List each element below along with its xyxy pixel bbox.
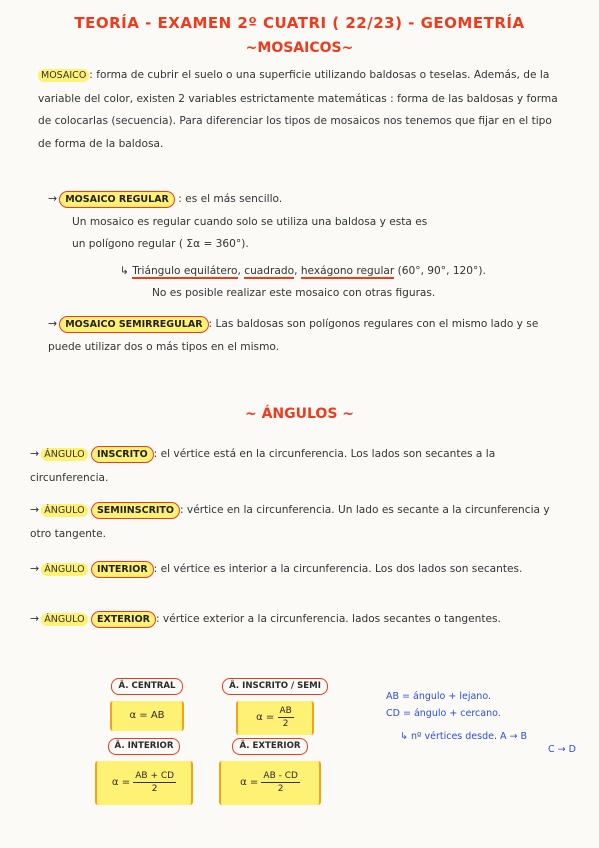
note-line-3: ↳ nº vértices desde. A → B xyxy=(400,731,528,742)
note-line-1: AB = ángulo + lejano. xyxy=(386,691,491,702)
inscrito-term: INSCRITO xyxy=(91,446,154,463)
mosaico-definition xyxy=(38,64,568,155)
regular-term: MOSAICO REGULAR xyxy=(59,191,175,208)
mosaico-term: MOSAICO xyxy=(38,69,89,82)
regular-after: : es el más sencillo. xyxy=(178,193,283,205)
regular-block xyxy=(48,188,568,305)
semiinscrito-text: : vértice en la circunferencia. Un lado es secante a la circunferencia y otro tangente. xyxy=(30,504,550,540)
formula-interior-num: AB + CD xyxy=(135,770,175,781)
shapes-line: ↳ Triángulo equilátero, cuadrado, hexágono regular (60°, 90°, 120°). xyxy=(120,264,486,277)
formula-interior-den: 2 xyxy=(151,783,158,794)
interior-term: INTERIOR xyxy=(91,561,154,578)
shapes-angles: (60°, 90°, 120°). xyxy=(397,264,486,277)
semiinscrito-term: SEMIINSCRITO xyxy=(91,502,180,519)
shapes-note: No es posible realizar este mosaico con otras figuras. xyxy=(152,287,436,299)
shape-square: cuadrado xyxy=(244,264,295,277)
semirregular-block xyxy=(48,313,558,358)
semirregular-term: MOSAICO SEMIRREGULAR xyxy=(59,316,208,333)
formula-inscrito-num: AB xyxy=(279,705,292,716)
interior-text: : el vértice es interior a la circunferencia. Los dos lados son secantes. xyxy=(153,563,523,575)
angle-semiinscrito xyxy=(30,499,570,545)
formula-central-box: α = AB xyxy=(110,701,184,731)
formula-inscrito-lhs: α = xyxy=(256,712,275,723)
formula-inscrito-fraction xyxy=(278,705,294,730)
section-title-mosaicos: ~MOSAICOS~ xyxy=(245,40,354,56)
formula-central-title: Â. CENTRAL xyxy=(111,678,182,695)
formula-central xyxy=(104,673,190,731)
arrow-icon: → xyxy=(48,317,58,330)
formula-exterior-den: 2 xyxy=(277,783,284,794)
regular-line-2: Un mosaico es regular cuando solo se utiliza una baldosa y esta es xyxy=(72,215,428,228)
arrow-icon: → xyxy=(30,612,40,625)
formula-exterior-lhs: α = xyxy=(240,777,259,788)
formula-exterior xyxy=(216,733,324,805)
note-line-4: C → D xyxy=(548,744,576,755)
formula-interior xyxy=(92,733,196,805)
angle-exterior xyxy=(30,608,570,632)
page-title: TEORÍA - EXAMEN 2º CUATRI ( 22/23) - GEOMETRÍA xyxy=(74,14,525,32)
formula-interior-fraction xyxy=(133,770,176,795)
formula-inscrito-den: 2 xyxy=(282,718,289,729)
arrow-icon: → xyxy=(30,447,40,460)
formula-exterior-title: Â. EXTERIOR xyxy=(232,738,307,755)
semirregular-text: : Las baldosas son polígonos regulares con el mismo lado y se puede utilizar dos o más tipos en el mismo. xyxy=(48,318,539,353)
angle-word: ÁNGULO xyxy=(41,504,87,517)
shape-triangle: Triángulo equilátero xyxy=(132,264,238,277)
formula-interior-lhs: α = xyxy=(111,777,131,788)
return-arrow-icon: ↳ xyxy=(120,264,133,277)
angle-word: ÁNGULO xyxy=(41,613,87,626)
formula-exterior-fraction xyxy=(261,770,300,795)
mosaico-text: : forma de cubrir el suelo o una superficie utilizando baldosas o teselas. Además, de la variable del color, existen 2 variables estrictamente matemáticas : forma de las baldosas y forma de colocarlas (secuencia). Para diferenciar los tipos de mosaicos nos tenemos que fijar en el tipo de forma de la baldosa. xyxy=(38,69,558,150)
regular-line-3: un polígono regular ( Σα = 360°). xyxy=(72,238,249,250)
formula-interior-title: Â. INTERIOR xyxy=(108,738,181,755)
inscrito-text: : el vértice está en la circunferencia. Los lados son secantes a la circunferencia. xyxy=(30,448,496,484)
exterior-term: EXTERIOR xyxy=(91,611,156,628)
arrow-icon: → xyxy=(30,503,40,516)
angle-interior xyxy=(30,558,570,582)
angle-word: ÁNGULO xyxy=(41,448,87,461)
formula-interior-box xyxy=(95,761,193,805)
notes-block xyxy=(386,688,586,758)
shape-hexagon: hexágono regular xyxy=(300,264,395,277)
regular-line-1 xyxy=(48,188,568,211)
formula-inscrito-title: Â. INSCRITO / SEMI xyxy=(222,678,328,695)
exterior-text: : vértice exterior a la circunferencia. lados secantes o tangentes. xyxy=(155,613,501,625)
angle-word: ÁNGULO xyxy=(41,563,87,576)
angle-inscrito xyxy=(30,443,570,489)
formula-exterior-num: AB - CD xyxy=(263,770,298,781)
note-line-2: CD = ángulo + cercano. xyxy=(386,708,501,719)
arrow-icon: → xyxy=(30,562,40,575)
arrow-icon: → xyxy=(48,192,58,205)
formula-exterior-box xyxy=(219,761,321,805)
formula-inscrito xyxy=(216,673,334,735)
section-title-angulos: ~ ÁNGULOS ~ xyxy=(244,406,355,422)
formula-inscrito-box xyxy=(236,701,314,735)
